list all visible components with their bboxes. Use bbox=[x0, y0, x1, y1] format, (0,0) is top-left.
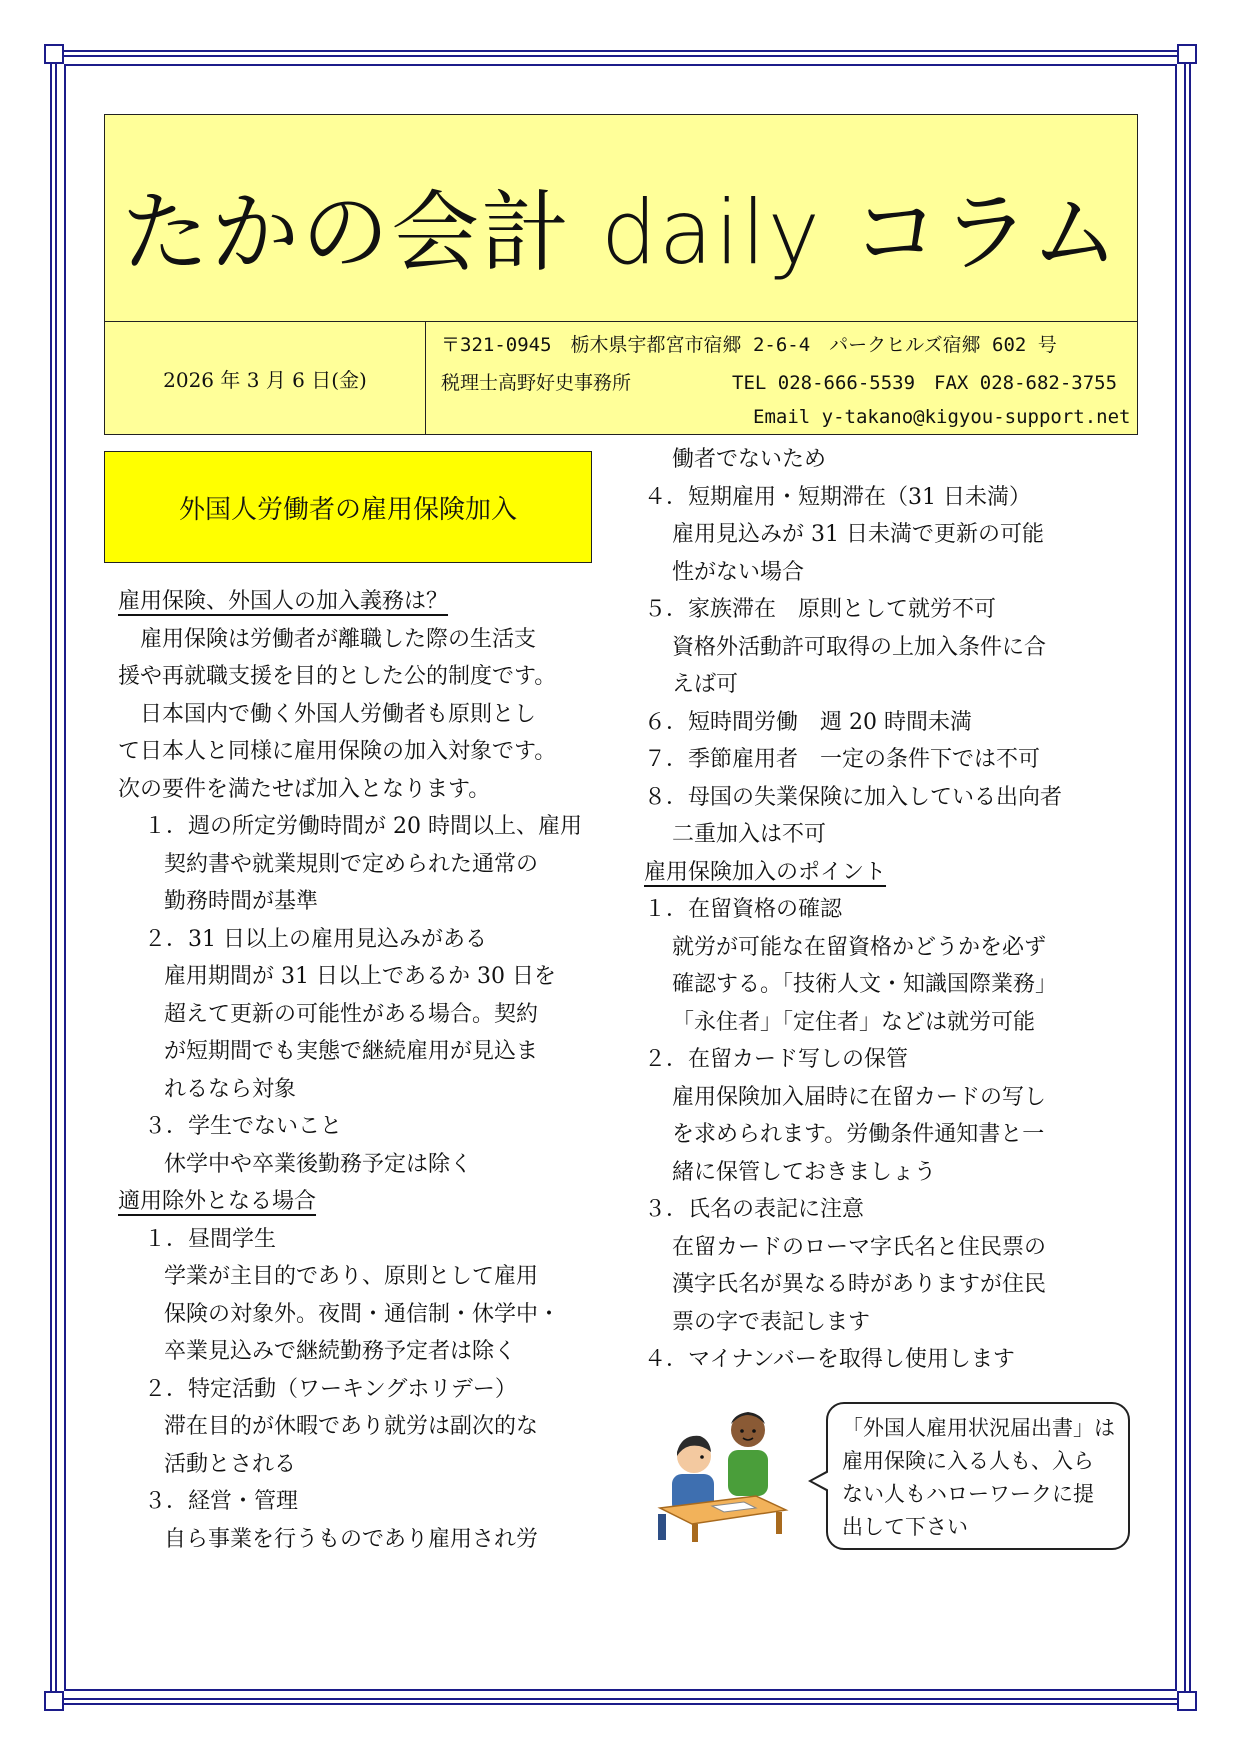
list-item: ５．家族滞在 原則として就労不可 bbox=[644, 597, 997, 622]
list-item-detail: れるなら対象 bbox=[164, 1076, 297, 1102]
bubble-line: 出して下さい bbox=[842, 1515, 968, 1539]
list-item-detail: 学業が主目的であり、原則として雇用 bbox=[164, 1264, 539, 1289]
office-address: 〒321-0945 栃木県宇都宮市宿郷 2-6-4 パークヒルズ宿郷 602 号 bbox=[441, 334, 1057, 356]
bubble-line: ない人もハローワークに提 bbox=[842, 1482, 1094, 1506]
section-heading: 雇用保険加入のポイント bbox=[644, 859, 887, 885]
paragraph-line: 援や再就職支援を目的とした公的制度です。 bbox=[118, 664, 557, 689]
corner-ornament bbox=[44, 1691, 64, 1711]
consultation-illustration bbox=[652, 1400, 792, 1544]
left-column bbox=[118, 583, 608, 1558]
list-item: １．在留資格の確認 bbox=[644, 897, 843, 922]
corner-ornament bbox=[1177, 1691, 1197, 1711]
newsletter-title: たかの会計 daily コラム bbox=[121, 181, 1121, 284]
list-item-detail: 二重加入は不可 bbox=[672, 822, 827, 847]
list-item-detail: 卒業見込みで継続勤務予定者は除く bbox=[164, 1339, 517, 1364]
list-item: １．昼間学生 bbox=[144, 1226, 277, 1252]
list-item-detail: を求められます。労働条件通知書と一 bbox=[672, 1122, 1045, 1147]
contact-lines bbox=[437, 322, 1131, 434]
list-item: ６．短時間労働 週 20 時間未満 bbox=[644, 709, 972, 735]
list-item-detail: 活動とされる bbox=[164, 1451, 297, 1477]
list-item-detail: 雇用保険加入届時に在留カードの写し bbox=[672, 1084, 1047, 1110]
list-item: ４．短期雇用・短期滞在（31 日未満） bbox=[644, 484, 1031, 510]
speech-bubble bbox=[826, 1402, 1130, 1550]
list-item-detail: 超えて更新の可能性がある場合。契約 bbox=[164, 1001, 539, 1027]
list-item-detail: 資格外活動許可取得の上加入条件に合 bbox=[672, 634, 1047, 660]
list-item-detail: 勤務時間が基準 bbox=[164, 889, 319, 914]
list-item-detail: 滞在目的が休暇であり就労は副次的な bbox=[164, 1414, 539, 1439]
contact-panel bbox=[104, 321, 1138, 435]
list-item-detail: 就労が可能な在留資格かどうかを必ず bbox=[672, 934, 1047, 960]
list-item-detail: 漢字氏名が異なる時がありますが住民 bbox=[672, 1272, 1047, 1297]
list-item: ７．季節雇用者 一定の条件下では不可 bbox=[644, 747, 1041, 772]
corner-ornament bbox=[1177, 44, 1197, 64]
email-address[interactable]: Email y-takano@kigyou-support.net bbox=[753, 406, 1131, 428]
paragraph-line: て日本人と同様に雇用保険の加入対象です。 bbox=[118, 739, 557, 764]
list-item-detail: 契約書や就業規則で定められた通常の bbox=[164, 851, 539, 877]
list-item: ４．マイナンバーを取得し使用します bbox=[644, 1347, 1015, 1372]
bubble-tail-inner bbox=[812, 1472, 829, 1490]
list-item-detail: えば可 bbox=[672, 672, 739, 697]
list-item-detail: 休学中や卒業後勤務予定は除く bbox=[164, 1151, 473, 1177]
list-item: ２．31 日以上の雇用見込みがある bbox=[144, 926, 487, 952]
list-item-detail: 保険の対象外。夜間・通信制・休学中・ bbox=[164, 1301, 561, 1327]
article-title: 外国人労働者の雇用保険加入 bbox=[104, 451, 592, 563]
list-item-detail: 在留カードのローマ字氏名と住民票の bbox=[672, 1234, 1047, 1260]
list-item: ３．学生でないこと bbox=[144, 1114, 343, 1139]
list-item-detail: 「永住者」「定住者」などは就労可能 bbox=[672, 1009, 1036, 1035]
bubble-line: 「外国人雇用状況届出書」は bbox=[842, 1416, 1115, 1440]
paragraph-line: 雇用保険は労働者が離職した際の生活支 bbox=[118, 626, 537, 652]
list-item-detail: 自ら事業を行うものであり雇用され労 bbox=[164, 1526, 539, 1552]
paragraph-line: 次の要件を満たせば加入となります。 bbox=[118, 776, 491, 802]
office-name: 税理士高野好史事務所 bbox=[441, 372, 632, 394]
masthead bbox=[104, 114, 1138, 322]
list-item-detail: 確認する。「技術人文・知識国際業務」 bbox=[672, 972, 1058, 997]
list-item-detail: 雇用見込みが 31 日未満で更新の可能 bbox=[672, 522, 1044, 547]
list-item-detail: 性がない場合 bbox=[672, 559, 805, 585]
list-item: ２．在留カード写しの保管 bbox=[644, 1047, 909, 1072]
list-item: １．週の所定労働時間が 20 時間以上、雇用 bbox=[144, 814, 582, 839]
bubble-line: 雇用保険に入る人も、入ら bbox=[842, 1449, 1094, 1473]
list-item: ３．経営・管理 bbox=[144, 1489, 299, 1514]
paragraph-line: 日本国内で働く外国人労働者も原則とし bbox=[118, 701, 537, 727]
issue-date: 2026 年 3 月 6 日(金) bbox=[105, 322, 426, 434]
list-item: ８．母国の失業保険に加入している出向者 bbox=[644, 784, 1063, 810]
list-item-detail: 働者でないため bbox=[672, 447, 827, 472]
corner-ornament bbox=[44, 44, 64, 64]
list-item-detail: が短期間でも実態で継続雇用が見込ま bbox=[164, 1039, 539, 1064]
list-item-detail: 緒に保管しておきましょう bbox=[672, 1159, 937, 1185]
list-item-detail: 雇用期間が 31 日以上であるか 30 日を bbox=[164, 964, 556, 989]
section-heading: 適用除外となる場合 bbox=[118, 1189, 317, 1214]
list-item-detail: 票の字で表記します bbox=[672, 1309, 871, 1335]
list-item: ３．氏名の表記に注意 bbox=[644, 1197, 865, 1222]
staff-figure bbox=[728, 1412, 768, 1496]
list-item: ２．特定活動（ワーキングホリデー） bbox=[144, 1376, 517, 1402]
tel-fax: TEL 028-666-5539 FAX 028-682-3755 bbox=[732, 372, 1118, 394]
right-column bbox=[644, 441, 1134, 1379]
section-heading: 雇用保険、外国人の加入義務は？ bbox=[118, 589, 449, 614]
